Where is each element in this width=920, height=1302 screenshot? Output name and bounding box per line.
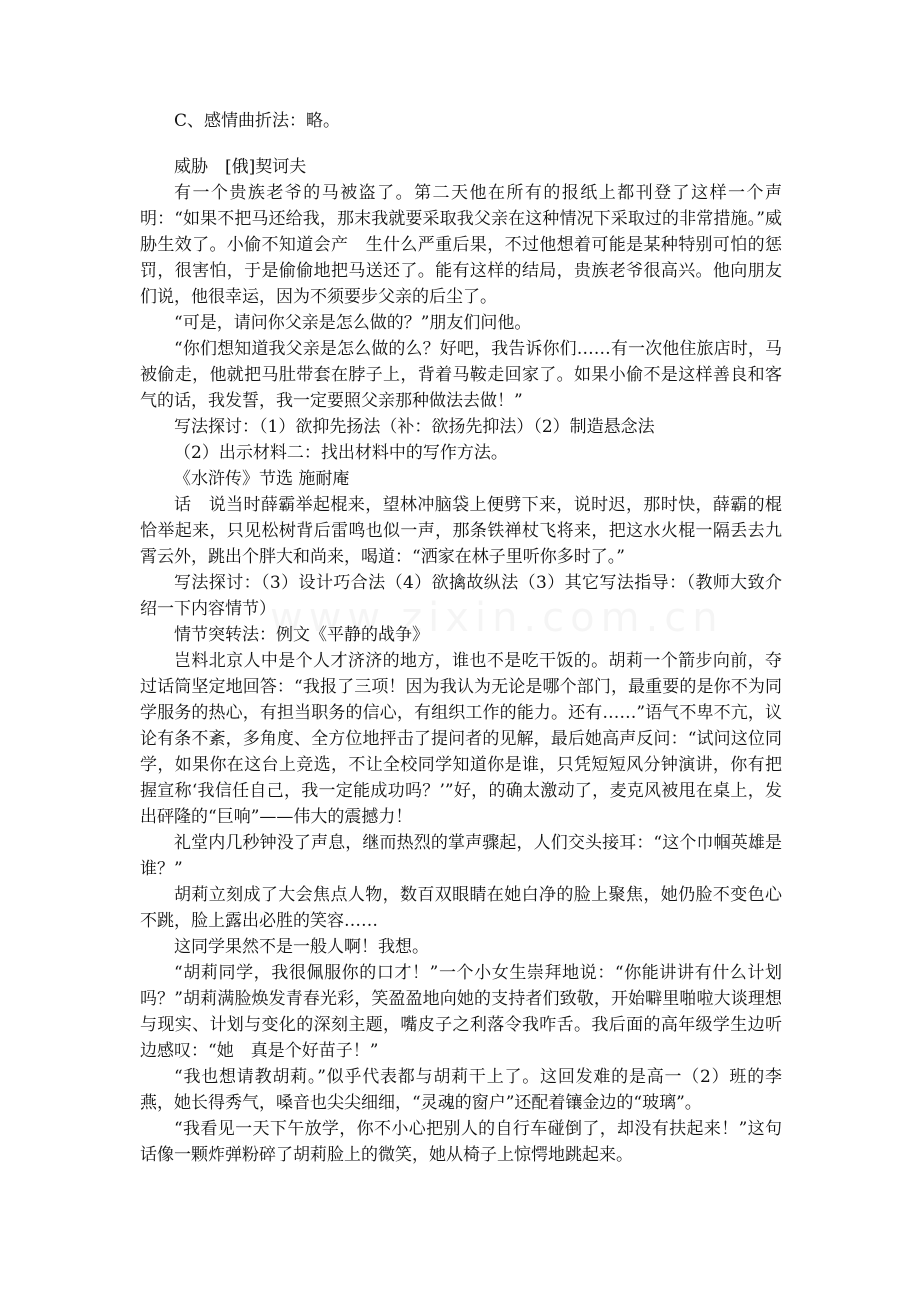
- material-2-prompt: （2）出示材料二：找出材料中的写作方法。: [174, 443, 508, 463]
- story3-paragraph-5: “胡莉同学，我很佩服你的口才！”一个小女生崇拜地说：“你能讲讲有什么计划吗？”胡莉满脸焕发青春光彩，笑盈盈地向她的支持者们致敬，开始噼里啪啦大谈理想与现实、计划与变化的深刻主题，嘴皮子之利落令我咋舌。我后面的高年级学生边听边感叹：“她 真是个好苗子！”: [140, 963, 782, 1061]
- method-note-1: 写法探讨：（1）欲抑先扬法（补：欲扬先抑法）（2）制造悬念法: [174, 417, 655, 437]
- spacer: [140, 134, 782, 154]
- story1-paragraph-2: “可是，请问你父亲是怎么做的？”朋友们问他。: [174, 313, 532, 333]
- story1-title: 威胁 [俄]契诃夫: [174, 157, 307, 177]
- document-body: [140, 108, 782, 1168]
- method-note-3: 情节突转法：例文《平静的战争》: [174, 625, 429, 645]
- story3-paragraph-1: 岂料北京人中是个人才济济的地方，谁也不是吃干饭的。胡莉一个箭步向前，夺过话筒坚定地回答：“我报了三项！因为我认为无论是哪个部门，最重要的是你不为同学服务的热心，有担当职务的信心，有组织工作的能力。还有……”语气不卑不亢，议论有条不紊，多角度、全方位地抨击了提问者的见解，最后她高声反问：“试问这位同学，如果你在这台上竞选，不让全校同学知道你是谁，只凭短短风分钟演讲，你有把握宣称‘我信任自己，我一定能成功吗？’”好，的确太激动了，麦克风被甩在桌上，发出砰隆的“巨响”——伟大的震撼力！: [140, 651, 782, 827]
- story2-paragraph-1: 话 说当时薛霸举起棍来，望林冲脑袋上便劈下来，说时迟，那时快，薛霸的棍恰举起来，只见松树背后雷鸣也似一声，那条铁禅杖飞将来，把这水火棍一隔丢去九霄云外，跳出个胖大和尚来，喝道：“洒家在林子里听你多时了。”: [140, 495, 782, 567]
- method-note-2: 写法探讨：（3）设计巧合法（4）欲擒故纵法（3）其它写法指导：（教师大致介绍一下内容情节）: [140, 573, 782, 619]
- story2-title: 《水浒传》节选 施耐庵: [174, 469, 350, 489]
- section-c-line: C、感情曲折法：略。: [174, 111, 341, 131]
- story3-paragraph-7: “我看见一天下午放学，你不小心把别人的自行车碰倒了，却没有扶起来！”这句话像一颗炸弹粉碎了胡莉脸上的微笑，她从椅子上惊愕地跳起来。: [140, 1119, 782, 1165]
- story1-paragraph-1: 有一个贵族老爷的马被盗了。第二天他在所有的报纸上都刊登了这样一个声明：“如果不把马还给我，那末我就要采取我父亲在这种情况下采取过的非常措施。”威胁生效了。小偷不知道会产 生什么严重后果，不过他想着可能是某种特别可怕的惩罚，很害怕，于是偷偷地把马送还了。能有这样的结局，贵族老爷很高兴。他向朋友们说，他很幸运，因为不须要步父亲的后尘了。: [140, 183, 782, 307]
- story1-paragraph-3: “你们想知道我父亲是怎么做的么？好吧，我告诉你们……有一次他住旅店时，马被偷走，他就把马肚带套在脖子上，背着马鞍走回家了。如果小偷不是这样善良和客气的话，我发誓，我一定要照父亲那种做法去做！”: [140, 339, 782, 411]
- story3-paragraph-2: 礼堂内几秒钟没了声息，继而热烈的掌声骤起，人们交头接耳：“这个巾帼英雄是谁？”: [140, 833, 782, 879]
- story3-paragraph-6: “我也想请教胡莉。”似乎代表都与胡莉干上了。这回发难的是高一（2）班的李燕，她长得秀气，嗓音也尖尖细细，“灵魂的窗户”还配着镶金边的“玻璃”。: [140, 1067, 782, 1113]
- story3-paragraph-3: 胡莉立刻成了大会焦点人物，数百双眼睛在她白净的脸上聚焦，她仍脸不变色心不跳，脸上露出必胜的笑容……: [140, 885, 782, 931]
- story3-paragraph-4: 这同学果然不是一般人啊！我想。: [174, 937, 429, 957]
